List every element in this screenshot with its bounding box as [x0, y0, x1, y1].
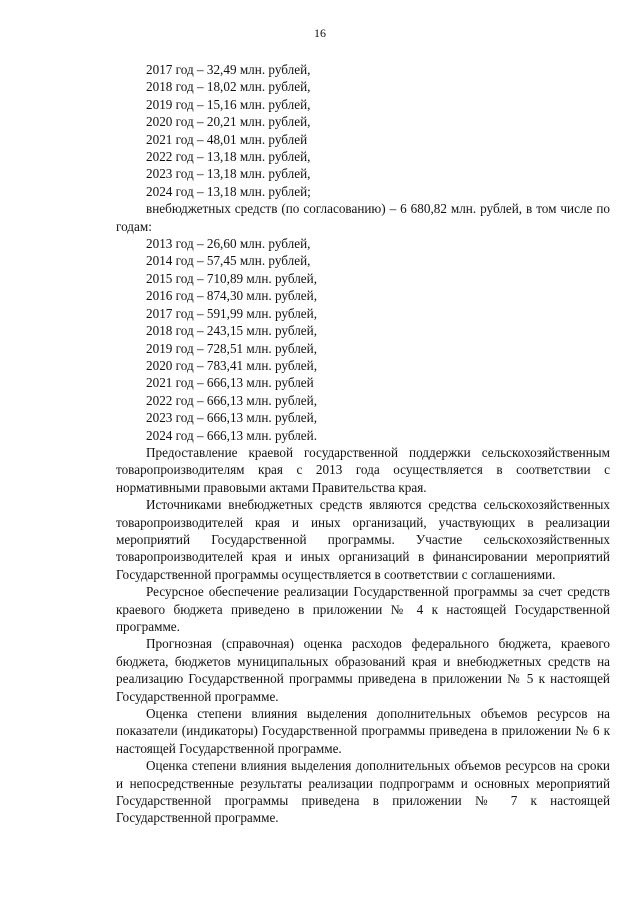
list-item: 2024 год – 13,18 млн. рублей; — [146, 183, 311, 199]
list-item: 2017 год – 32,49 млн. рублей, — [146, 62, 311, 77]
paragraph-forecast-estimate: Прогнозная (справочная) оценка расходов федерального бюджета, краевого бюджета, бюджетов муниципальных образований края и внебюджетных средств на реализацию Государственной программы приведена в приложении № 5 к настоящей Государственной программе. — [116, 636, 610, 704]
list-item: 2018 год – 243,15 млн. рублей, — [146, 323, 318, 339]
extrabudget-by-year — [116, 235, 610, 444]
list-item: 2023 год – 13,18 млн. рублей, — [146, 166, 311, 182]
regional-budget-by-year — [116, 61, 610, 200]
list-item: 2023 год – 666,13 млн. рублей, — [146, 410, 318, 426]
list-item: 2021 год – 48,01 млн. рублей — [146, 131, 308, 147]
list-item: 2019 год – 728,51 млн. рублей, — [146, 340, 318, 356]
list-item: 2020 год – 20,21 млн. рублей, — [146, 114, 311, 130]
list-item: 2013 год – 26,60 млн. рублей, — [146, 236, 311, 252]
list-item: 2015 год – 710,89 млн. рублей, — [146, 270, 318, 286]
paragraph-terms-impact: Оценка степени влияния выделения дополнительных объемов ресурсов на сроки и непосредственные результаты реализации подпрограмм и основных мероприятий Государственной программы приведена в приложении № 7 к настоящей Государственной программе. — [116, 758, 610, 826]
list-item: 2016 год – 874,30 млн. рублей, — [146, 288, 318, 304]
list-item: 2019 год – 15,16 млн. рублей, — [146, 96, 311, 112]
list-item: 2014 год – 57,45 млн. рублей, — [146, 253, 311, 269]
paragraph-state-support: Предоставление краевой государственной поддержки сельскохозяйственным товаропроизводителям края с 2013 года осуществляется в соответствии с нормативными правовыми актами Правительства края. — [116, 444, 610, 495]
document-body — [116, 61, 610, 827]
list-item: 2017 год – 591,99 млн. рублей, — [146, 305, 318, 321]
list-item: 2021 год – 666,13 млн. рублей — [146, 375, 314, 391]
paragraph-resource-provision: Ресурсное обеспечение реализации Государственной программы за счет средств краевого бюджета приведено в приложении № 4 к настоящей Государственной программе. — [116, 584, 610, 634]
list-item: 2020 год – 783,41 млн. рублей, — [146, 357, 318, 373]
list-item: 2022 год – 13,18 млн. рублей, — [146, 149, 311, 165]
extrabudget-intro: внебюджетных средств (по согласованию) – 6 680,82 млн. рублей, в том числе по годам: — [116, 201, 610, 234]
list-item: 2022 год – 666,13 млн. рублей, — [146, 392, 318, 408]
paragraph-indicators-impact: Оценка степени влияния выделения дополнительных объемов ресурсов на показатели (индикаторы) Государственной программы приведена в приложении № 6 к настоящей Государственной программе. — [116, 706, 610, 756]
list-item: 2024 год – 666,13 млн. рублей. — [146, 427, 318, 443]
page-number: 16 — [314, 26, 326, 40]
list-item: 2018 год – 18,02 млн. рублей, — [146, 79, 311, 95]
paragraph-extrabudget-sources: Источниками внебюджетных средств являются средства сельскохозяйственных товаропроизводителей края и иных организаций, участвующих в реализации мероприятий Государственной программы. Участие сельскохозяйственных товаропроизводителей края и иных организаций в финансировании мероприятий Государственной программы осуществляется в соответствии с соглашениями. — [116, 497, 610, 582]
